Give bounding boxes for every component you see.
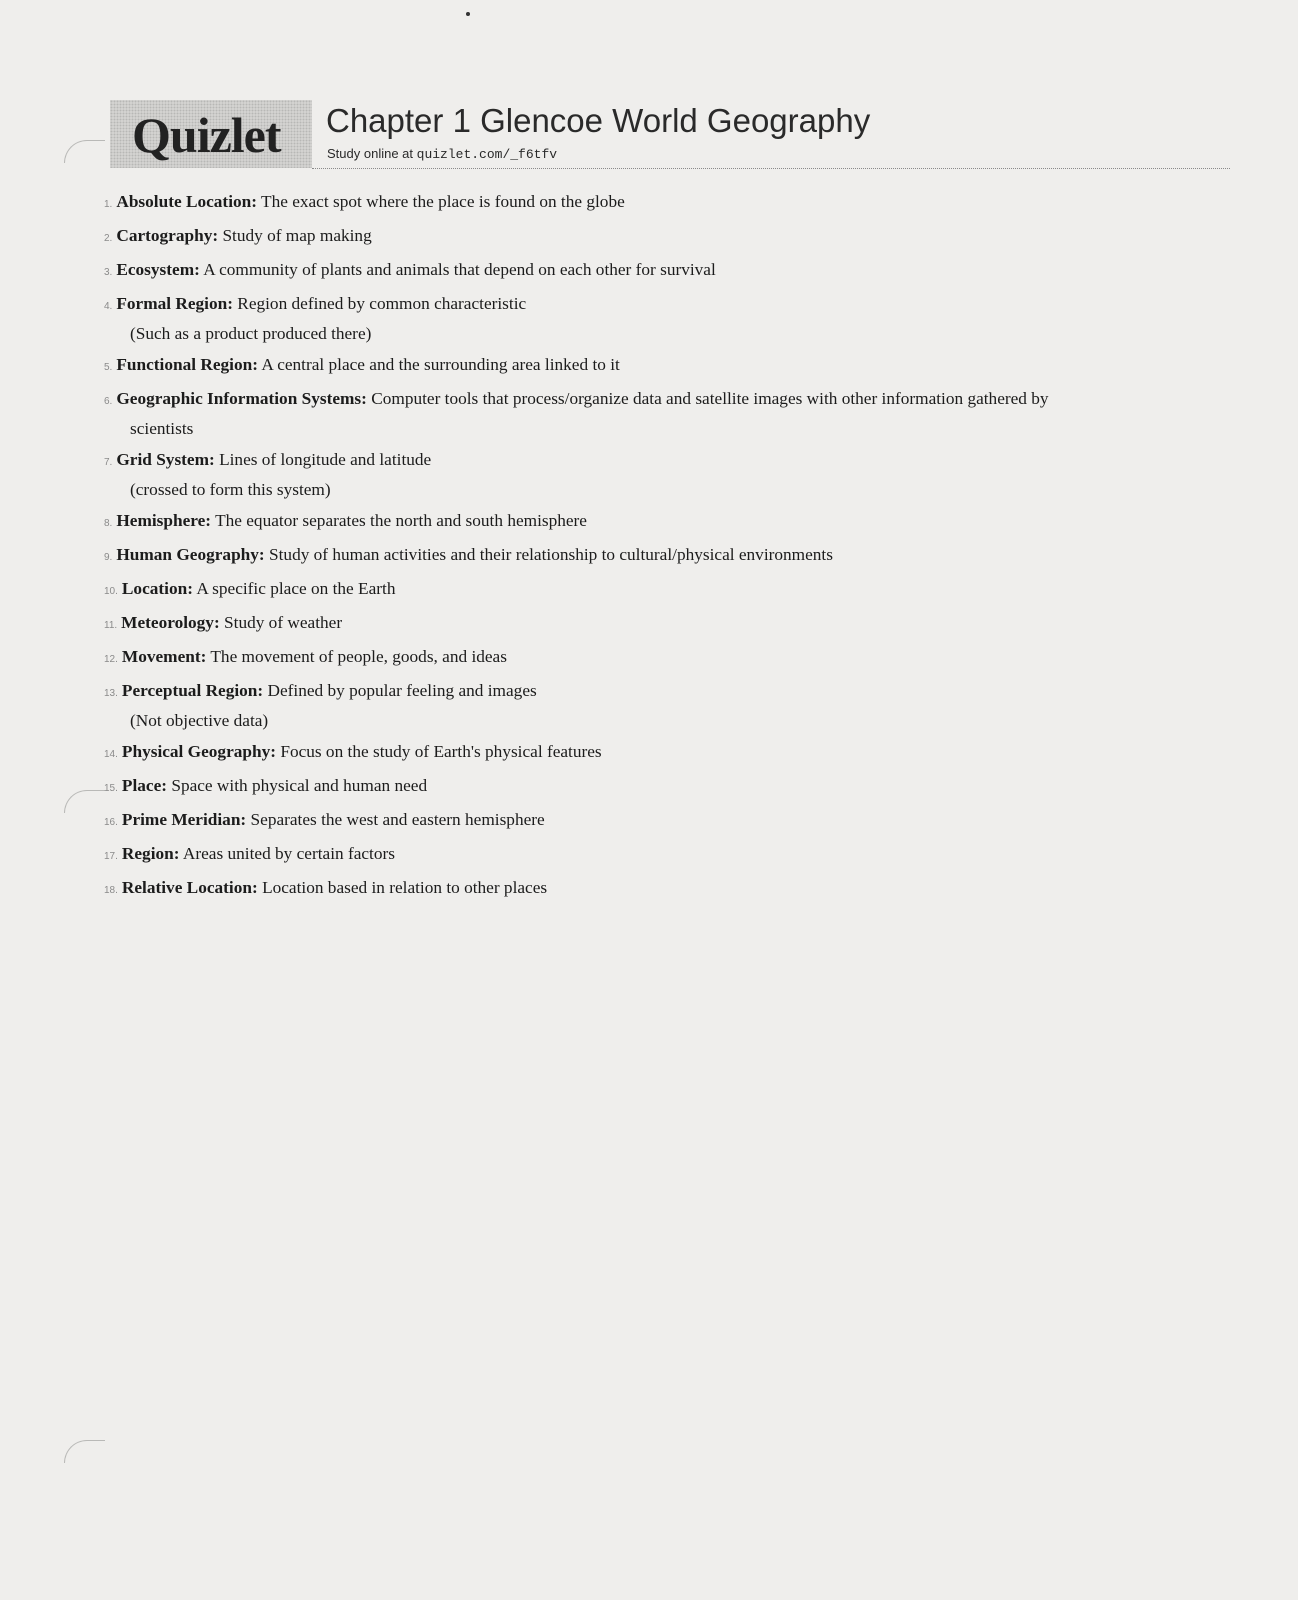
term-word: Ecosystem: — [116, 260, 200, 279]
scan-speck — [466, 12, 470, 16]
term-definition: The equator separates the north and south hemisphere — [215, 511, 587, 530]
term-word: Perceptual Region: — [121, 681, 264, 700]
term-item — [104, 507, 1234, 537]
term-item — [104, 772, 1234, 802]
term-item — [104, 738, 1234, 768]
term-number: 4. — [104, 301, 113, 312]
term-definition: A specific place on the Earth — [196, 579, 396, 598]
term-definition: The exact spot where the place is found on the globe — [261, 192, 625, 211]
term-number: 6. — [104, 396, 113, 407]
term-word: Relative Location: — [121, 878, 258, 897]
term-number: 8. — [104, 518, 113, 529]
term-item — [104, 677, 1234, 734]
term-item — [104, 351, 1234, 381]
term-definition: Computer tools that process/organize data and satellite images with other information gathered by — [371, 389, 1049, 408]
scan-artifact-top — [64, 140, 105, 163]
term-definition-continued: (Not objective data) — [130, 711, 269, 730]
term-definition: The movement of people, goods, and ideas — [210, 647, 507, 666]
term-number: 12. — [104, 654, 118, 665]
term-word: Geographic Information Systems: — [116, 389, 367, 408]
term-item — [104, 609, 1234, 639]
term-item — [104, 840, 1234, 870]
term-word: Meteorology: — [121, 613, 220, 632]
quizlet-logo — [110, 100, 312, 168]
term-number: 5. — [104, 362, 113, 373]
term-number: 7. — [104, 457, 113, 468]
term-list — [104, 188, 1234, 908]
term-definition-continued: (crossed to form this system) — [130, 480, 331, 499]
term-word: Region: — [121, 844, 180, 863]
study-url: quizlet.com/_f6tfv — [416, 147, 558, 162]
term-definition: A central place and the surrounding area linked to it — [261, 355, 620, 374]
study-online-line — [327, 146, 557, 162]
term-number: 15. — [104, 783, 118, 794]
document-header — [110, 100, 1230, 170]
term-definition-continued: (Such as a product produced there) — [130, 324, 372, 343]
term-definition: Separates the west and eastern hemisphere — [250, 810, 545, 829]
term-item — [104, 575, 1234, 605]
term-word: Location: — [121, 579, 193, 598]
term-item — [104, 643, 1234, 673]
term-number: 10. — [104, 586, 118, 597]
term-word: Movement: — [121, 647, 207, 666]
subtitle-prefix: Study online at — [327, 146, 414, 161]
term-definition: Region defined by common characteristic — [237, 294, 527, 313]
term-number: 14. — [104, 749, 118, 760]
header-divider — [312, 168, 1230, 169]
term-item — [104, 806, 1234, 836]
term-number: 17. — [104, 851, 118, 862]
logo-text: Quizlet — [132, 107, 281, 163]
term-word: Hemisphere: — [116, 511, 212, 530]
term-item — [104, 256, 1234, 286]
term-word: Absolute Location: — [116, 192, 257, 211]
term-word: Human Geography: — [116, 545, 265, 564]
term-definition: Study of map making — [222, 226, 372, 245]
term-item — [104, 222, 1234, 252]
term-number: 18. — [104, 885, 118, 896]
term-definition: Space with physical and human need — [171, 776, 428, 795]
term-definition: Lines of longitude and latitude — [219, 450, 432, 469]
term-item — [104, 385, 1234, 442]
term-item — [104, 446, 1234, 503]
term-word: Formal Region: — [116, 294, 233, 313]
term-definition: Study of weather — [224, 613, 343, 632]
term-definition: A community of plants and animals that depend on each other for survival — [203, 260, 716, 279]
term-word: Place: — [121, 776, 167, 795]
term-definition: Location based in relation to other places — [262, 878, 548, 897]
term-word: Functional Region: — [116, 355, 258, 374]
term-number: 11. — [104, 620, 118, 631]
term-number: 3. — [104, 267, 113, 278]
term-word: Prime Meridian: — [121, 810, 247, 829]
term-item — [104, 290, 1234, 347]
term-definition: Areas united by certain factors — [182, 844, 395, 863]
scan-artifact-bottom — [64, 1440, 105, 1463]
term-number: 1. — [104, 199, 113, 210]
term-definition: Study of human activities and their relationship to cultural/physical environments — [269, 545, 833, 564]
term-definition-continued: scientists — [130, 419, 194, 438]
term-item — [104, 874, 1234, 904]
term-definition: Focus on the study of Earth's physical features — [280, 742, 602, 761]
term-word: Cartography: — [116, 226, 219, 245]
term-number: 16. — [104, 817, 118, 828]
page-title: Chapter 1 Glencoe World Geography — [326, 102, 871, 139]
term-number: 9. — [104, 552, 113, 563]
term-word: Physical Geography: — [121, 742, 276, 761]
scan-artifact-middle — [64, 790, 105, 813]
term-item — [104, 188, 1234, 218]
term-number: 2. — [104, 233, 113, 244]
term-item — [104, 541, 1234, 571]
term-number: 13. — [104, 688, 118, 699]
term-word: Grid System: — [116, 450, 215, 469]
term-definition: Defined by popular feeling and images — [267, 681, 537, 700]
